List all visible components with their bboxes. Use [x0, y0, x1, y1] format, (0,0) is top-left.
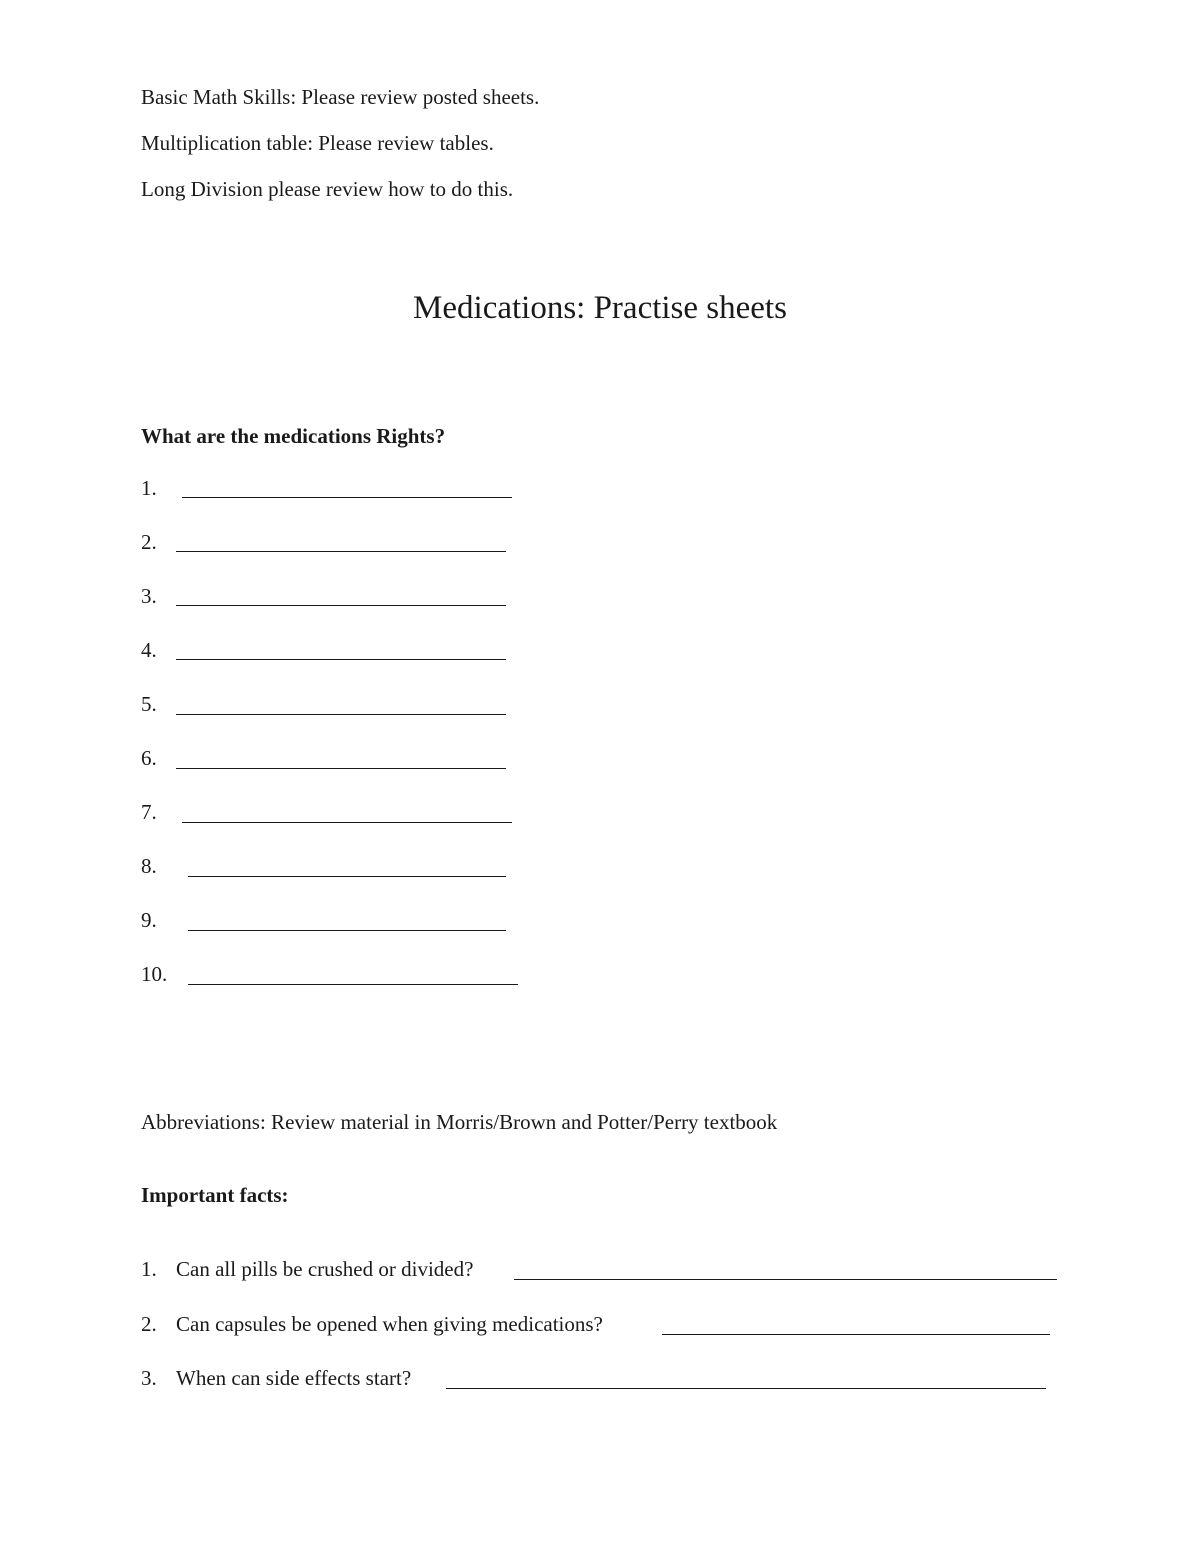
- page-title: Medications: Practise sheets: [413, 290, 787, 326]
- rights-answer-line-3[interactable]: [176, 605, 506, 606]
- rights-number-1: 1.: [141, 476, 157, 500]
- abbreviations-note: Abbreviations: Review material in Morris/Brown and Potter/Perry textbook: [141, 1110, 778, 1134]
- rights-number-10: 10.: [141, 962, 168, 986]
- rights-heading: What are the medications Rights?: [141, 424, 446, 448]
- fact-question-2: Can capsules be opened when giving medications?: [176, 1312, 603, 1336]
- fact-number-1: 1.: [141, 1257, 157, 1281]
- rights-number-8: 8.: [141, 854, 157, 878]
- fact-number-2: 2.: [141, 1312, 157, 1336]
- fact-question-3: When can side effects start?: [176, 1366, 412, 1390]
- rights-number-3: 3.: [141, 584, 157, 608]
- rights-answer-line-5[interactable]: [176, 714, 506, 715]
- fact-question-1: Can all pills be crushed or divided?: [176, 1257, 474, 1281]
- facts-heading: Important facts:: [141, 1183, 289, 1207]
- rights-number-4: 4.: [141, 638, 157, 662]
- fact-answer-line-2[interactable]: [662, 1334, 1050, 1335]
- rights-answer-line-2[interactable]: [176, 551, 506, 552]
- rights-answer-line-6[interactable]: [176, 768, 506, 769]
- rights-number-6: 6.: [141, 746, 157, 770]
- rights-number-9: 9.: [141, 908, 157, 932]
- rights-answer-line-9[interactable]: [188, 930, 506, 931]
- rights-number-7: 7.: [141, 800, 157, 824]
- intro-line-multiplication: Multiplication table: Please review tables.: [141, 131, 494, 155]
- fact-number-3: 3.: [141, 1366, 157, 1390]
- rights-number-2: 2.: [141, 530, 157, 554]
- intro-line-division: Long Division please review how to do this.: [141, 177, 514, 201]
- rights-answer-line-10[interactable]: [188, 984, 518, 985]
- rights-answer-line-1[interactable]: [182, 497, 512, 498]
- fact-answer-line-3[interactable]: [446, 1388, 1046, 1389]
- intro-line-math: Basic Math Skills: Please review posted sheets.: [141, 85, 540, 109]
- rights-number-5: 5.: [141, 692, 157, 716]
- fact-answer-line-1[interactable]: [514, 1279, 1057, 1280]
- rights-answer-line-7[interactable]: [182, 822, 512, 823]
- rights-answer-line-4[interactable]: [176, 659, 506, 660]
- rights-answer-line-8[interactable]: [188, 876, 506, 877]
